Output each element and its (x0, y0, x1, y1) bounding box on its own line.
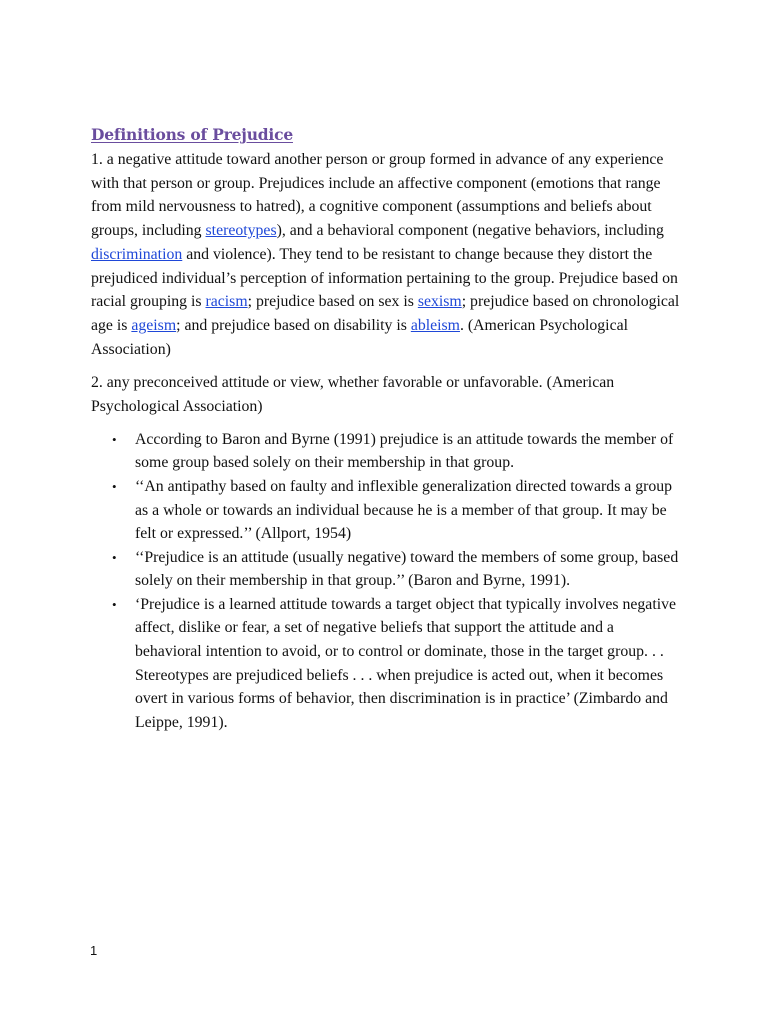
definitions-bullet-list (91, 428, 681, 735)
list-item (91, 475, 681, 546)
list-item (91, 428, 681, 475)
link-stereotypes[interactable]: stereotypes (205, 222, 277, 240)
paragraph-text: ; prejudice based on sex is (247, 293, 418, 311)
paragraph-text: and violence). They tend to be resistant to change because they distort the prejudiced individual’s perception of information pertaining to the group. Prejudice based on racial grouping is (91, 245, 678, 311)
bullet-icon: • (112, 596, 117, 612)
paragraph-text: 1. a negative attitude toward another person or group formed in advance of any experience with that person or group. Prejudices include an affective component (emotions that range from mild nervousness to hatred), a cognitive component (assumptions and beliefs about groups, including (91, 151, 664, 240)
paragraph-definition-2: 2. any preconceived attitude or view, whether favorable or unfavorable. (American Psychological Association) (91, 374, 615, 416)
list-item (91, 593, 681, 735)
paragraph-text: ; and prejudice based on disability is (176, 316, 411, 334)
list-item-text: According to Baron and Byrne (1991) prejudice is an attitude towards the member of some group based solely on their membership in that group. (135, 430, 674, 472)
paragraph-text: ), and a behavioral component (negative behaviors, including (276, 222, 664, 240)
bullet-icon: • (112, 431, 117, 447)
link-racism[interactable]: racism (205, 293, 248, 311)
document-heading: Definitions of Prejudice (91, 125, 293, 144)
link-ableism[interactable]: ableism (410, 316, 460, 334)
list-item-text: ‘‘Prejudice is an attitude (usually negative) toward the members of some group, based solely on their membership in that group.’’ (Baron and Byrne, 1991). (135, 548, 679, 590)
paragraph-text: ; prejudice based on chronological age is (91, 293, 680, 334)
list-item-text: ‘‘An antipathy based on faulty and inflexible generalization directed towards a group as a whole or towards an individual because he is a member of that group. It may be felt or expressed.’’ (Allport, 1954) (135, 477, 673, 543)
paragraph-definition-1 (91, 148, 681, 361)
bullet-icon: • (112, 549, 117, 565)
page-number: 1 (90, 943, 98, 958)
bullet-icon: • (112, 478, 117, 494)
link-sexism[interactable]: sexism (417, 293, 462, 311)
document-body (91, 124, 681, 734)
link-discrimination[interactable]: discrimination (91, 245, 183, 263)
paragraph-text: . (American Psychological Association) (91, 316, 628, 358)
list-item (91, 546, 681, 593)
list-item-text: ‘Prejudice is a learned attitude towards a target object that typically involves negative affect, dislike or fear, a set of negative beliefs that support the attitude and a behavioral intention to avoid, or to control or dominate, those in the target group. . . Stereotypes are prejudiced beliefs . . . when prejudice is acted out, when it becomes overt in various forms of behavior, then discrimination is in practice’ (Zimbardo and Leippe, 1991). (135, 595, 677, 731)
link-ageism[interactable]: ageism (131, 316, 177, 334)
